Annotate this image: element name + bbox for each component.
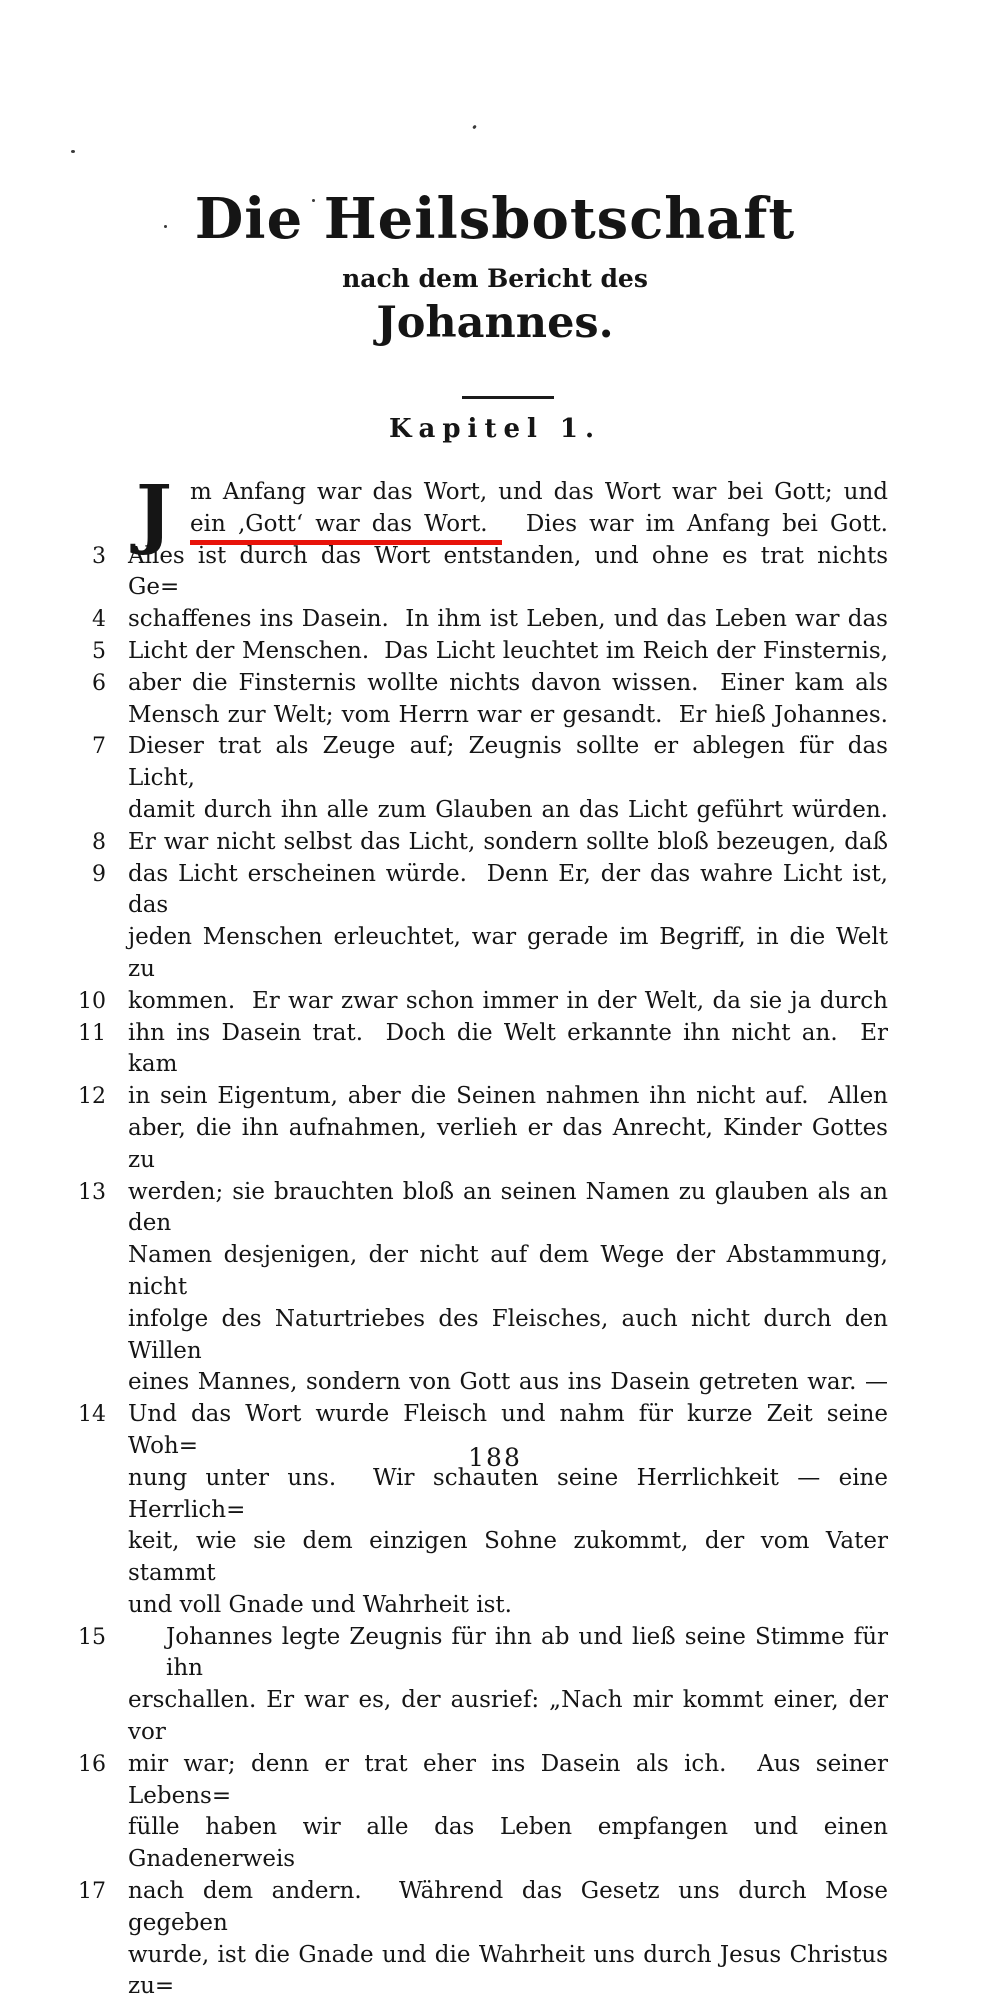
text-line-row (76, 636, 888, 668)
line-text: aber, die ihn aufnahmen, verlieh er das Anrecht, Kinder Gottes zu (128, 1114, 896, 1173)
text-line-row (76, 604, 888, 636)
line-text (128, 509, 888, 541)
text-line-row (76, 859, 896, 923)
verse-number (76, 1940, 128, 2003)
page-title: Die Heilsbotschaft (194, 186, 796, 252)
line-text: Johannes legte Zeugnis für ihn ab und ließ seine Stimme für ihn (166, 1623, 896, 1682)
text-line-row (76, 1812, 896, 1876)
text-line-row (76, 668, 888, 700)
line-text: ihn ins Dasein trat. Doch die Welt erkannte ihn nicht an. Er kam (128, 1019, 896, 1078)
text-line-row (76, 1622, 896, 1686)
text-line-row (76, 1304, 896, 1368)
divider-rule (462, 396, 554, 399)
scan-speck (71, 150, 75, 153)
line-text: werden; sie brauchten bloß an seinen Namen zu glauben als an den (128, 1178, 896, 1237)
line-text: das Licht erscheinen würde. Denn Er, der das wahre Licht ist, das (128, 860, 896, 919)
verse-number (76, 1304, 128, 1368)
verse-number: 11 (78, 1020, 106, 1046)
chapter-heading: Kapitel 1. (388, 414, 602, 444)
line-text: Alles ist durch das Wort entstanden, und ohne es trat nichts Ge= (128, 542, 896, 601)
text-line-row (76, 1018, 896, 1082)
line-text: Dieser trat als Zeuge auf; Zeugnis sollte er ablegen für das Licht, (128, 733, 896, 792)
verse-number: 10 (78, 988, 106, 1014)
text-line-row (76, 1685, 896, 1749)
line-text: Mensch zur Welt; vom Herrn war er gesandt. Er hieß Johannes. (128, 701, 888, 728)
line-text: in sein Eigentum, aber die Seinen nahmen ihn nicht auf. Allen (128, 1083, 888, 1110)
line-text: kommen. Er war zwar schon immer in der Welt, da sie ja durch (128, 987, 888, 1014)
line-text: Licht der Menschen. Das Licht leuchtet im Reich der Finsternis, (128, 637, 888, 664)
verse-number (76, 795, 128, 827)
text-line-row (76, 922, 896, 986)
verse-number: 3 (92, 543, 106, 569)
page-number: 188 (468, 1443, 522, 1472)
red-underlined-phrase: ein ‚Gott‘ war das Wort. (190, 511, 502, 545)
line-text: m Anfang war das Wort, und das Wort war bei Gott; und (190, 479, 888, 505)
line-text: damit durch ihn alle zum Glauben an das Licht geführt würden. (128, 796, 888, 823)
verse-number (76, 1685, 128, 1749)
line-text: infolge des Naturtriebes des Fleisches, auch nicht durch den Willen (128, 1305, 896, 1364)
line-text: erschallen. Er war es, der ausrief: „Nach mir kommt einer, der vor (128, 1687, 896, 1746)
text-line-row (76, 509, 888, 541)
text-line-row (76, 1177, 896, 1241)
verse-number (76, 922, 128, 986)
line-text: nach dem andern. Während das Gesetz uns durch Mose gegeben (128, 1878, 896, 1936)
verse-number: 6 (92, 670, 106, 696)
text-line-row (76, 795, 888, 827)
text-line-row (76, 1590, 888, 1622)
verse-number (76, 1240, 128, 1304)
text-line-row (76, 731, 896, 795)
line-text: aber die Finsternis wollte nichts davon wissen. Einer kam als (128, 669, 888, 696)
verse-number (76, 1590, 128, 1622)
line-text: keit, wie sie dem einzigen Sohne zukommt, der vom Vater stammt (128, 1528, 896, 1587)
verse-number (76, 700, 128, 732)
line-text: eines Mannes, sondern von Gott aus ins Dasein getreten war. — (128, 1369, 888, 1396)
text-line-row (76, 1749, 896, 1813)
line-text: jeden Menschen erleuchtet, war gerade im Begriff, in die Welt zu (128, 924, 896, 982)
line-text: Er war nicht selbst das Licht, sondern sollte bloß bezeugen, daß (128, 828, 888, 855)
text-line-row (76, 1240, 896, 1304)
line-text: mir war; denn er trat eher ins Dasein als ich. Aus seiner Lebens= (128, 1750, 896, 1809)
text-line-row (76, 1526, 896, 1590)
text-line-row (76, 700, 888, 732)
verse-number (76, 477, 128, 509)
verse-number: 8 (92, 829, 106, 855)
scripture-text (76, 468, 896, 2003)
verse-number: 12 (78, 1084, 106, 1110)
scan-speck (472, 125, 477, 130)
line-text: fülle haben wir alle das Leben empfangen und einen Gnadenerweis (128, 1814, 896, 1873)
verse-number (76, 1812, 128, 1876)
verse-number: 16 (78, 1751, 106, 1777)
verse-number (76, 1463, 128, 1527)
verse-number (76, 509, 128, 541)
line-text: wurde, ist die Gnade und die Wahrheit uns durch Jesus Christus zu= (128, 1941, 896, 2000)
drop-cap: J (136, 468, 172, 557)
verse-number: 17 (78, 1879, 106, 1905)
text-line-row (76, 1367, 888, 1399)
text-line-row (76, 1940, 896, 2003)
verse-number: 7 (92, 734, 106, 760)
verse-number: 4 (92, 607, 106, 633)
text-line-row (76, 1081, 888, 1113)
text-line-row (76, 477, 888, 509)
line-text: Namen desjenigen, der nicht auf dem Wege der Abstammung, nicht (128, 1242, 896, 1300)
line-text: und voll Gnade und Wahrheit ist. (128, 1591, 512, 1618)
verse-number: 14 (78, 1402, 106, 1428)
line-text-segment: Dies war im Anfang bei Gott. (501, 510, 888, 537)
verse-number: 13 (78, 1179, 106, 1205)
verse-number (76, 1367, 128, 1399)
text-line-row (76, 1463, 896, 1527)
text-line-row (76, 827, 888, 859)
book-name: Johannes. (376, 298, 614, 348)
text-line-row (76, 1113, 896, 1177)
text-line-row (76, 1876, 896, 1940)
page-subtitle: nach dem Bericht des (342, 264, 648, 293)
verse-number: 5 (92, 638, 106, 664)
verse-number (76, 1526, 128, 1590)
verse-number (76, 1113, 128, 1177)
text-lines (76, 468, 896, 2003)
line-text: schaffenes ins Dasein. In ihm ist Leben, und das Leben war das (128, 606, 888, 633)
verse-number: 9 (92, 861, 106, 887)
text-line-row (76, 986, 888, 1018)
line-text: nung unter uns. Wir schauten seine Herrlichkeit — eine Herrlich= (128, 1464, 896, 1523)
verse-number: 15 (78, 1624, 106, 1650)
line-text: Und das Wort wurde Fleisch und nahm für kurze Zeit seine Woh= (128, 1401, 896, 1459)
text-line-row (76, 541, 896, 605)
